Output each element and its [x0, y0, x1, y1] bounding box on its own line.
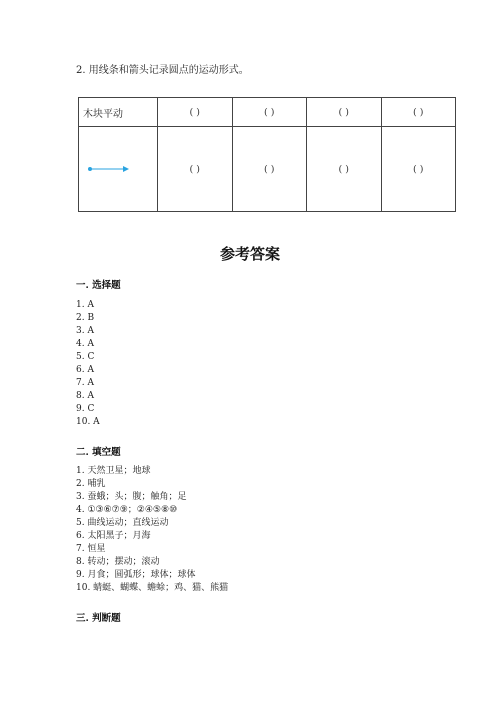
answer-blank: ( ) [381, 127, 456, 212]
list-item: 10. 蜻蜓、蝴蝶、蟾蜍；鸡、猫、熊猫 [76, 583, 229, 593]
answer-blank: ( ) [307, 98, 382, 127]
list-item: 3. 蚕蛾；头；腹；触角；足 [76, 492, 187, 502]
answer-blank: ( ) [232, 127, 307, 212]
answer-blank: ( ) [307, 127, 382, 212]
list-item: 7. A [76, 378, 94, 388]
list-item: 9. C [76, 404, 95, 414]
answer-blank: ( ) [232, 98, 307, 127]
table-row [79, 98, 456, 127]
answer-blank: ( ) [381, 98, 456, 127]
list-item: 8. A [76, 391, 94, 401]
choice-answer-list [76, 299, 100, 429]
list-item: 1. A [76, 300, 94, 310]
list-item: 7. 恒星 [76, 544, 106, 554]
list-item: 5. C [76, 352, 95, 362]
list-item: 2. 哺乳 [76, 479, 106, 489]
answer-blank: ( ) [158, 127, 233, 212]
list-item: 3. A [76, 326, 94, 336]
list-item: 8. 转动；摆动；滚动 [76, 557, 160, 567]
row-label: 木块平动 [79, 98, 158, 127]
list-item: 6. A [76, 365, 94, 375]
section-title-fill: 二. 填空题 [76, 447, 121, 458]
list-item: 9. 月食；圆弧形；球体；球体 [76, 570, 196, 580]
list-item: 4. ①③⑥⑦⑨；②④⑤⑧⑩ [76, 505, 178, 515]
arrow-cell [79, 127, 158, 212]
list-item: 4. A [76, 339, 94, 349]
list-item: 5. 曲线运动；直线运动 [76, 518, 169, 528]
right-arrow-icon [87, 163, 147, 175]
list-item: 6. 太阳黑子；月海 [76, 531, 151, 541]
section-title-judge: 三. 判断题 [76, 613, 121, 624]
answer-blank: ( ) [158, 98, 233, 127]
answers-title: 参考答案 [219, 245, 280, 263]
list-item: 1. 天然卫星；地球 [76, 466, 151, 476]
section-title-choice: 一. 选择题 [76, 280, 121, 291]
list-item: 10. A [76, 417, 100, 427]
list-item: 2. B [76, 313, 95, 323]
fill-answer-list [76, 465, 228, 595]
question-text: 2. 用线条和箭头记录圆点的运动形式。 [76, 65, 249, 76]
motion-table [78, 97, 456, 212]
table-row [79, 127, 456, 212]
